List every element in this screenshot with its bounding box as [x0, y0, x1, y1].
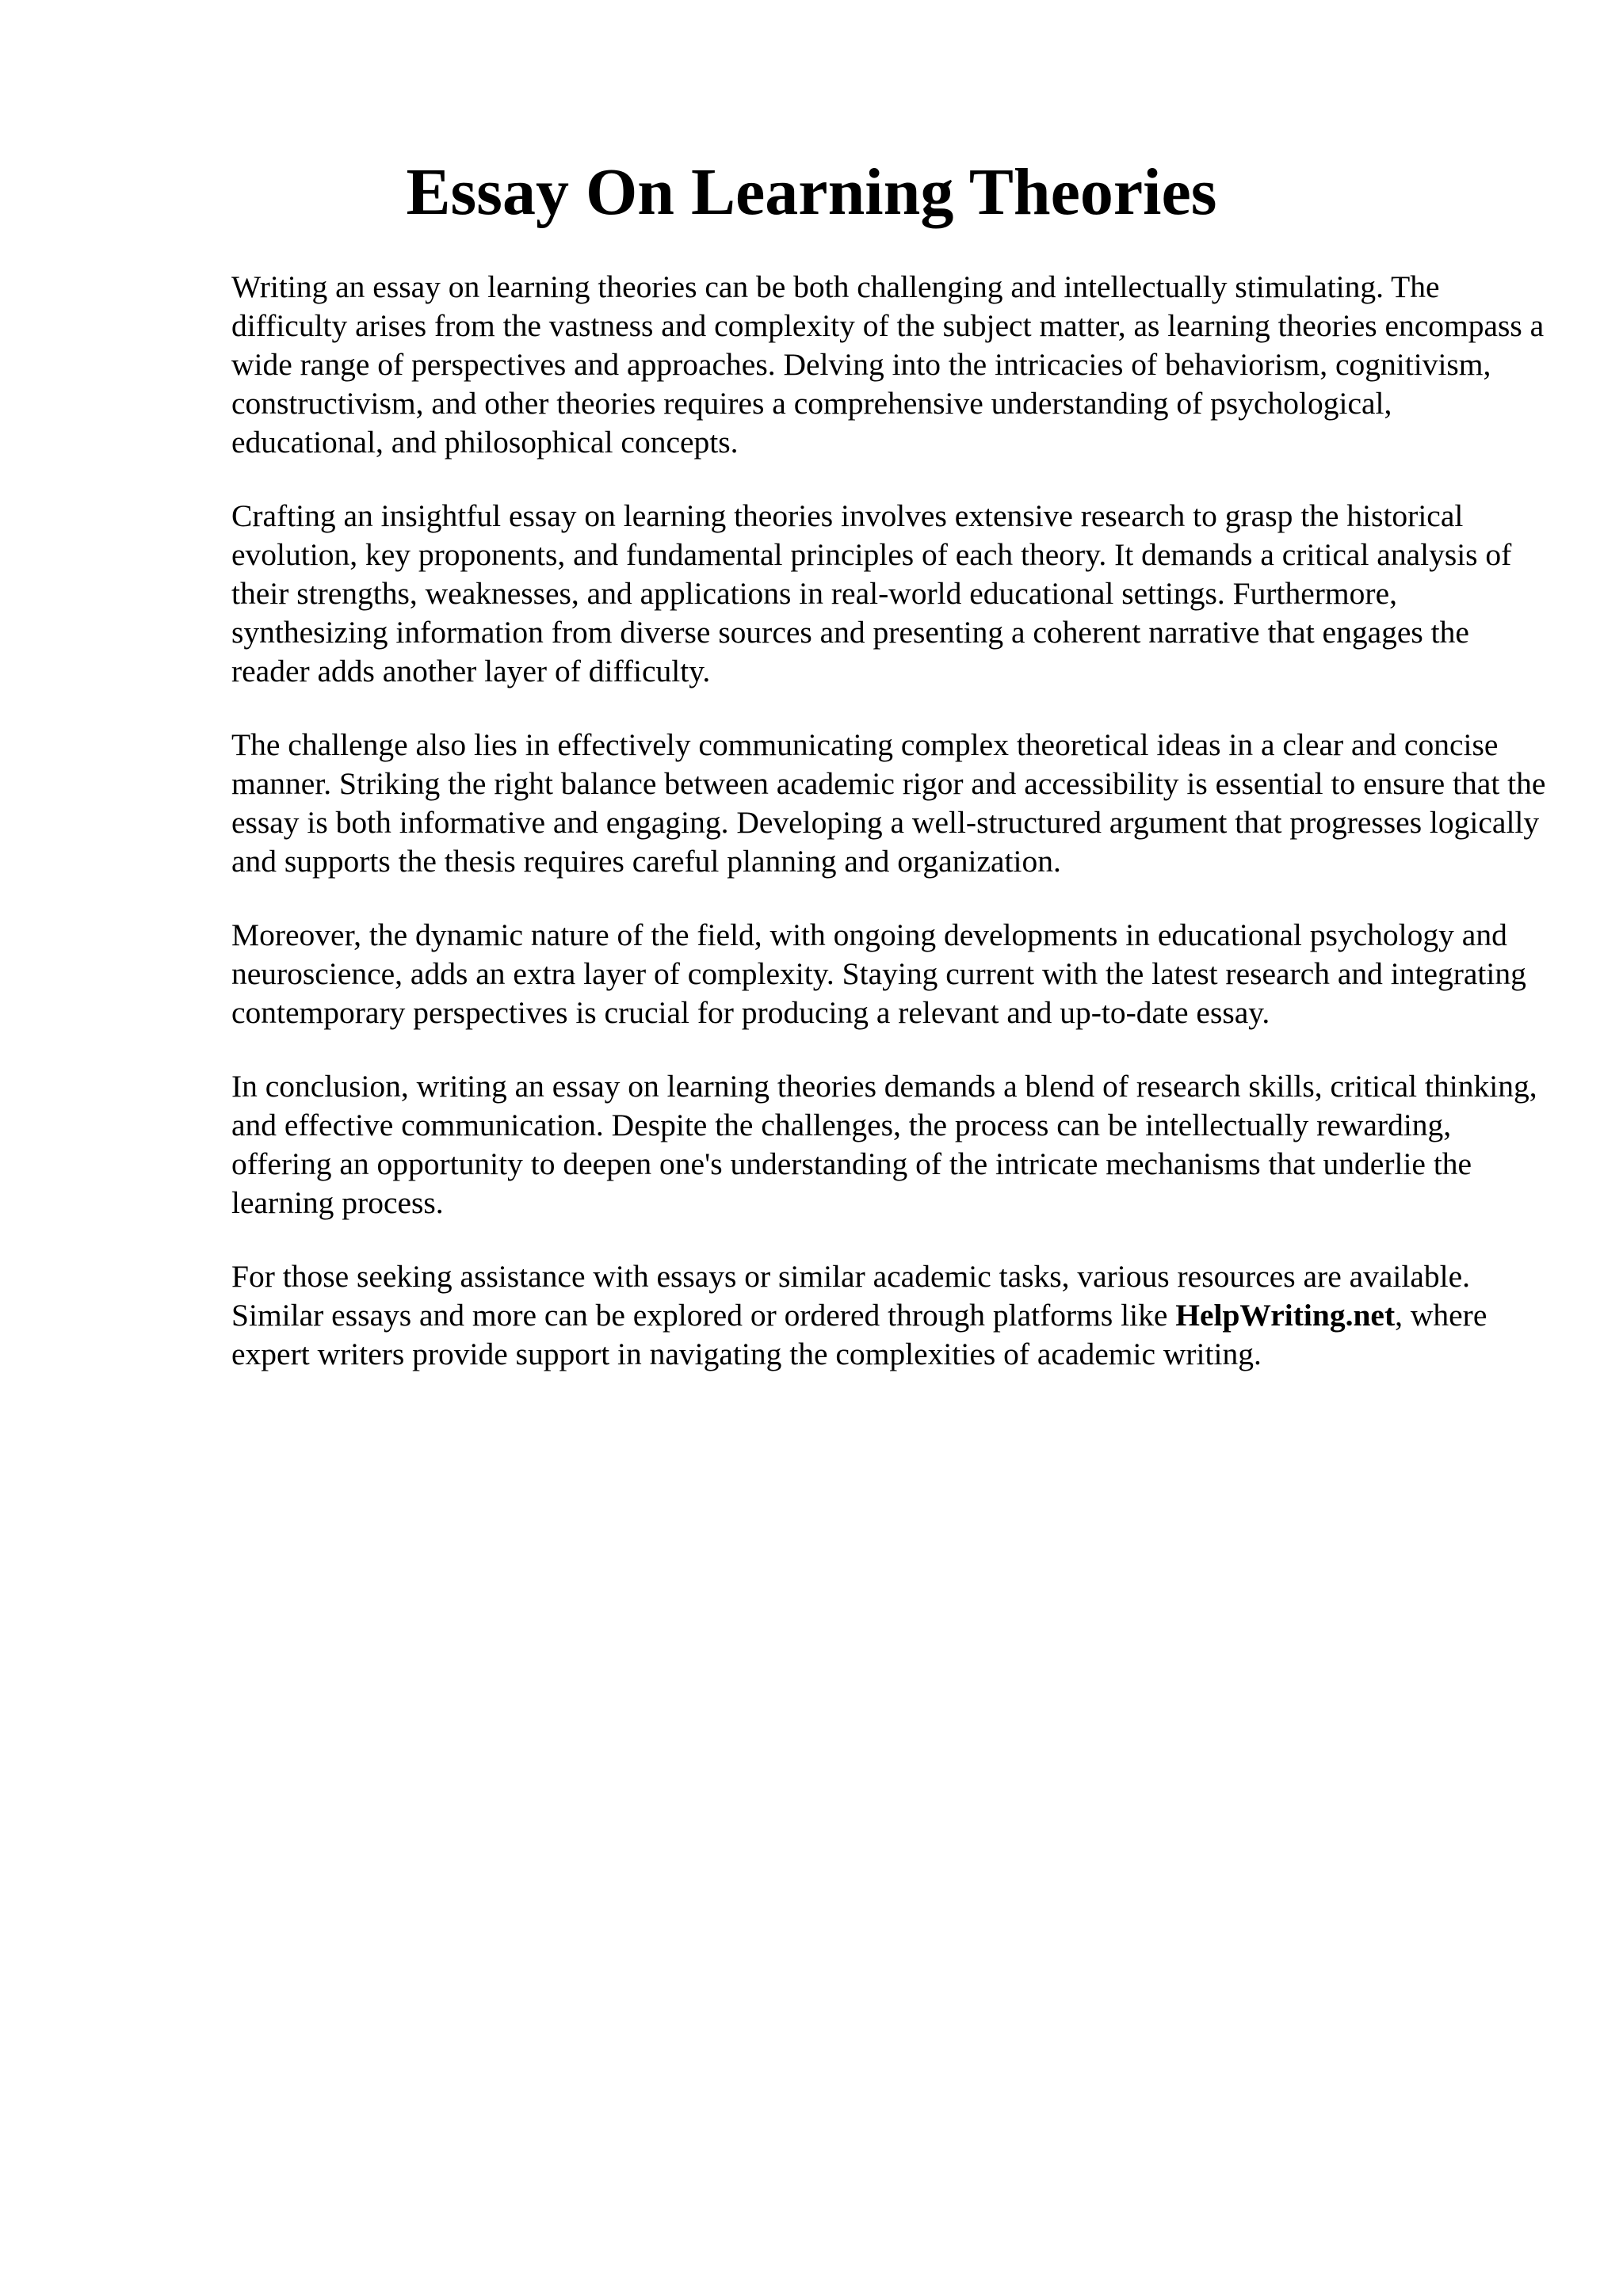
page-title: Essay On Learning Theories: [406, 155, 1217, 229]
closing-text-before: For those seeking assistance with essays or similar academic tasks, various resources are available. Similar essays and more can be explored or ordered through platforms like: [231, 1259, 1471, 1333]
paragraph-1: Writing an essay on learning theories can be both challenging and intellectually stimulating. The difficulty arises from the vastness and complexity of the subject matter, as learning theories encompass a wide range of perspectives and approaches. Delving into the intricacies of behaviorism, cognitivism, constructivism, and other theories requires a comprehensive understanding of psychological, educational, and philosophical concepts.: [231, 269, 1545, 460]
paragraph-2: Crafting an insightful essay on learning theories involves extensive research to grasp the historical evolution, key proponents, and fundamental principles of each theory. It demands a critical analysis of their strengths, weaknesses, and applications in real-world educational settings. Furthermore, synthesizing information from diverse sources and presenting a coherent narrative that engages the reader adds another layer of difficulty.: [231, 498, 1512, 688]
paragraph-4: Moreover, the dynamic nature of the field, with ongoing developments in educational psychology and neuroscience, adds an extra layer of complexity. Staying current with the latest research and integrating contemporary perspectives is crucial for producing a relevant and up-to-date essay.: [231, 917, 1526, 1030]
paragraph-5: In conclusion, writing an essay on learning theories demands a blend of research skills, critical thinking, and effective communication. Despite the challenges, the process can be intellectually rewarding, offering an opportunity to deepen one's understanding of the intricate mechanisms that underlie the learning process.: [231, 1069, 1537, 1220]
paragraph-3: The challenge also lies in effectively communicating complex theoretical ideas in a clear and concise manner. Striking the right balance between academic rigor and accessibility is essential to ensure that the essay is both informative and engaging. Developing a well-structured argument that progresses logically and supports the thesis requires careful planning and organization.: [231, 727, 1546, 879]
closing-paragraph: [231, 1257, 1547, 1374]
essay-body: [231, 268, 1547, 1409]
brand-name: HelpWriting.net: [1175, 1298, 1396, 1333]
closing-text-after: , where expert writers provide support in navigating the complexities of academic writing.: [231, 1298, 1487, 1371]
